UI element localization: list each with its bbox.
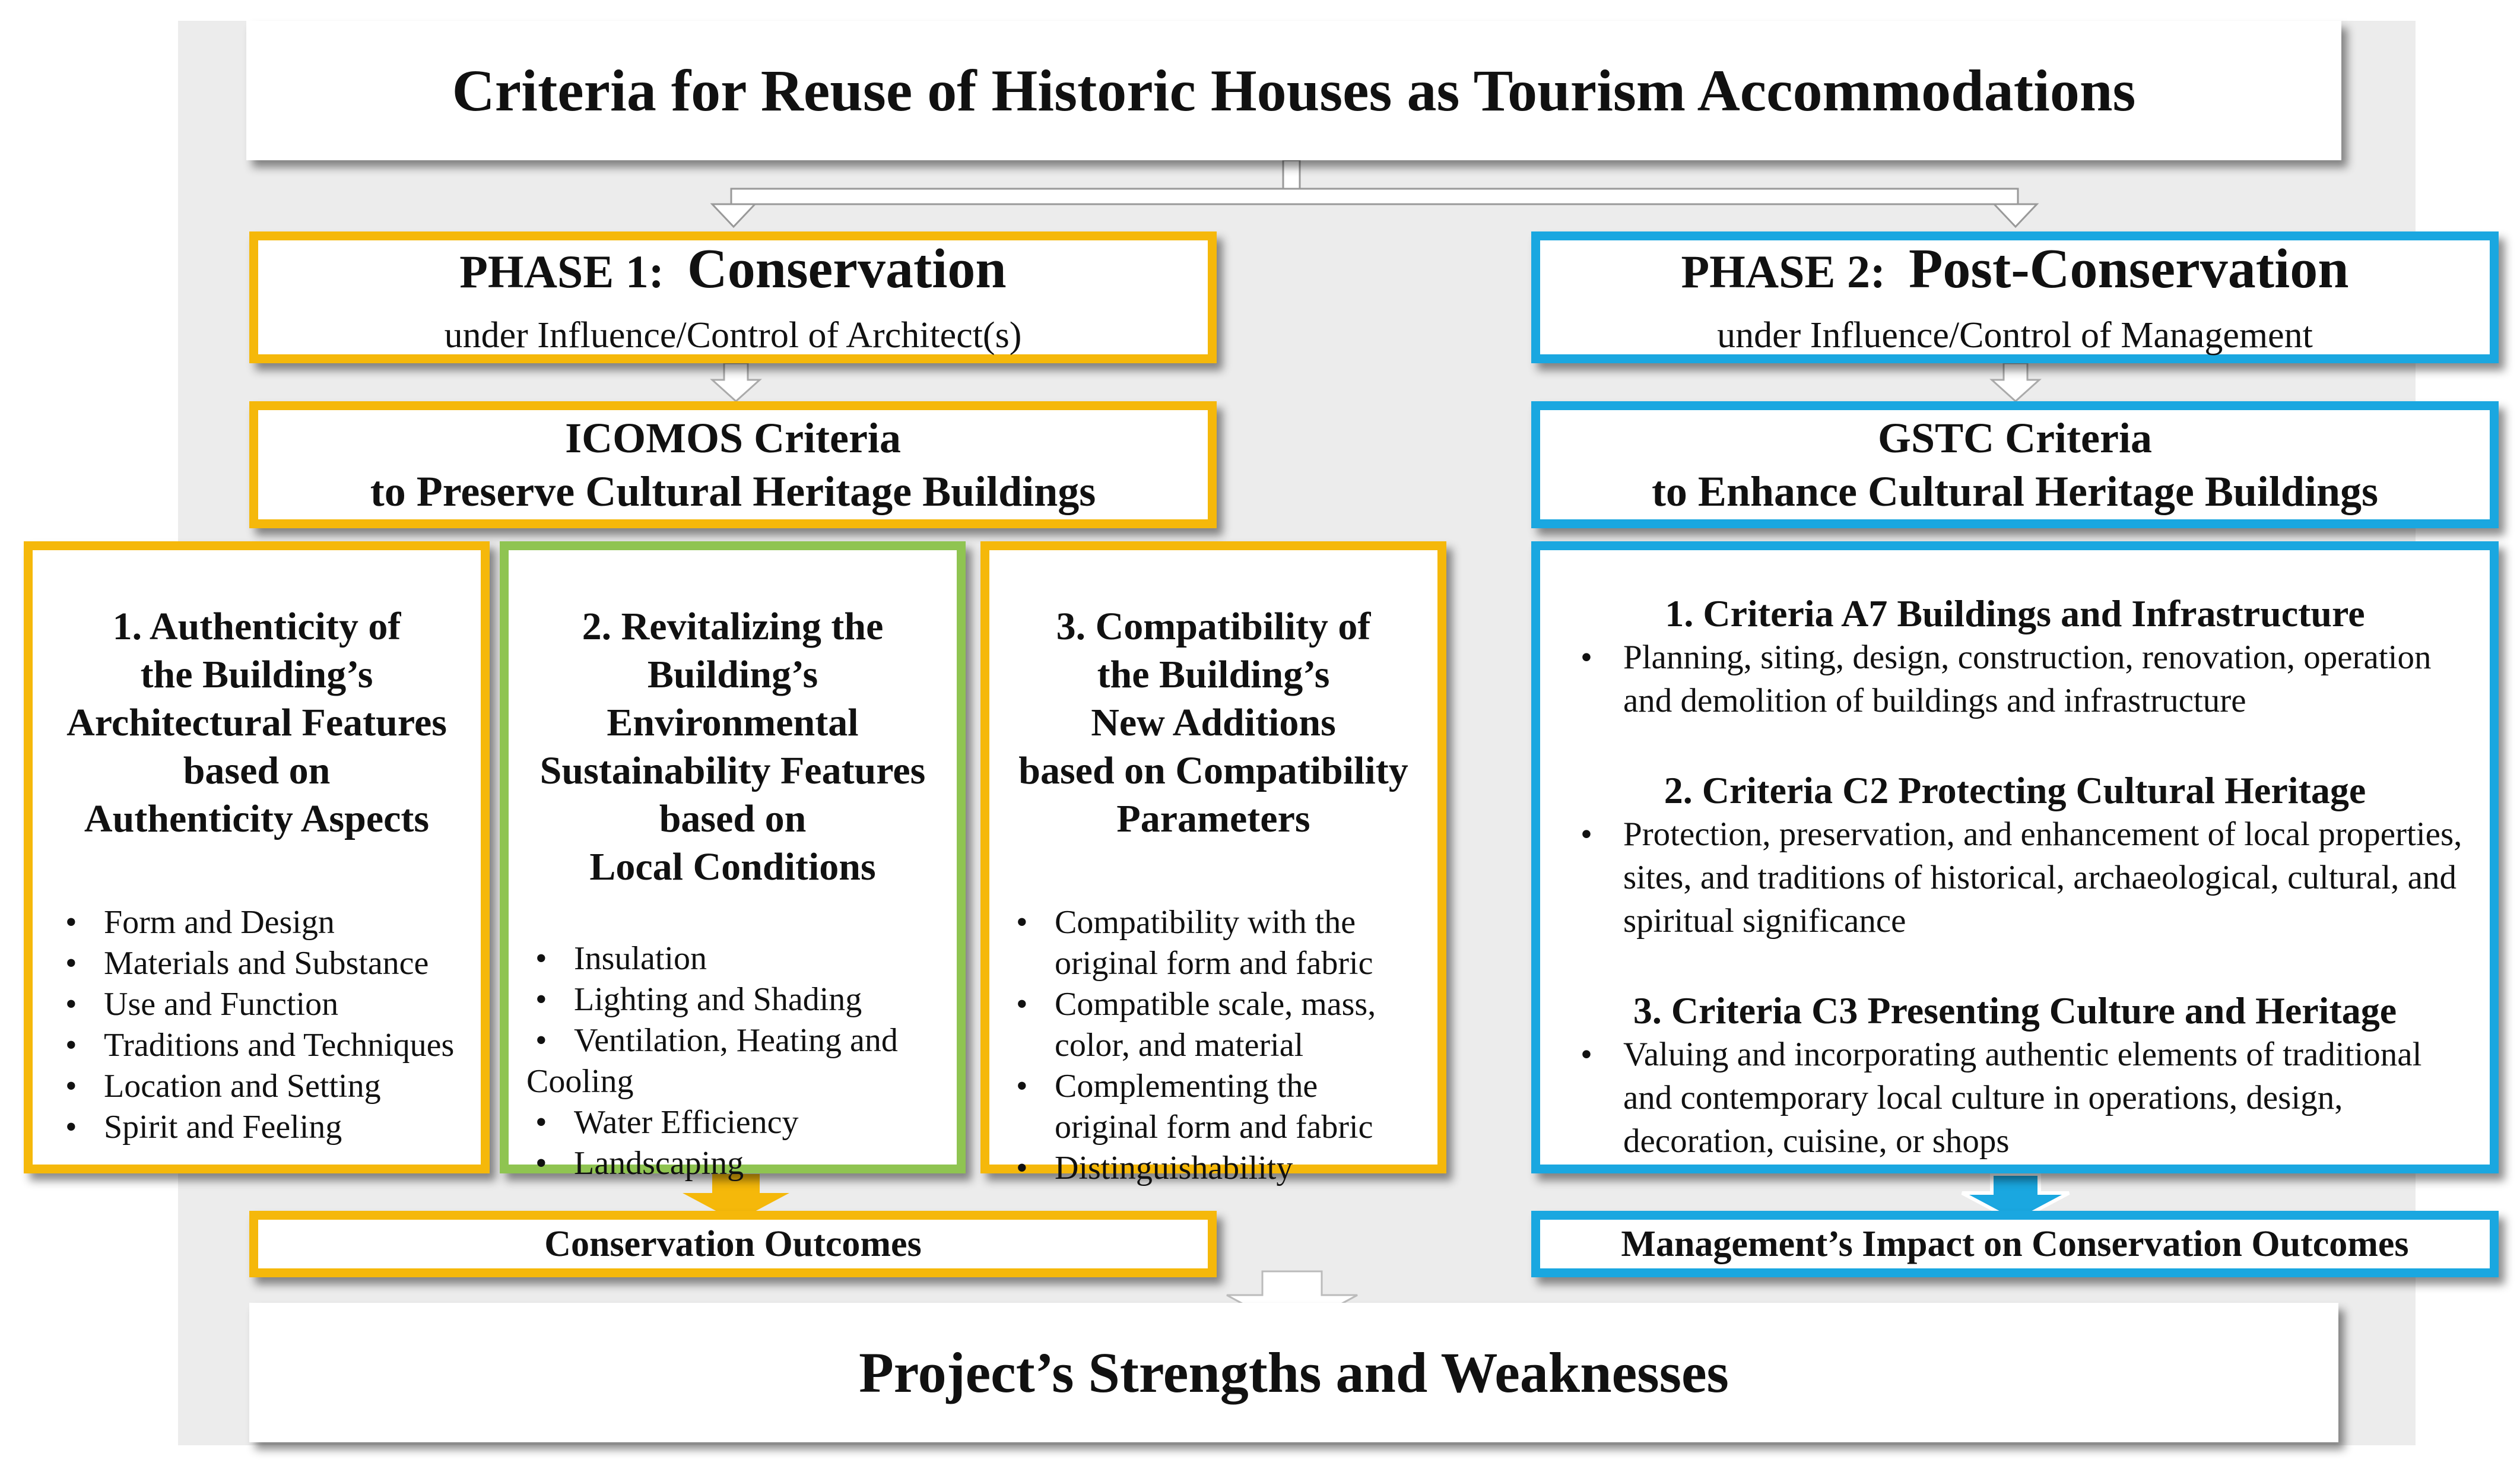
sustainability-features-list [526,938,939,1184]
list-item: • Form and Design [56,902,457,943]
list-item: • Materials and Substance [56,943,457,984]
criteria-a7 [1564,592,2466,722]
conservation-outcomes-box [249,1211,1217,1277]
management-impact-label: Management’s Impact on Conservation Outcomes [1621,1223,2409,1264]
phase2-name: Post-Conservation [1909,237,2349,300]
list-item: • Spirit and Feeling [56,1107,457,1148]
revitalizing-title: 2. Revitalizing the Building’s Environmental Sustainability Features based on Local Conditions [539,605,926,889]
phase2-header [1531,231,2499,363]
gstc-criteria-box [1531,401,2499,528]
phase1-label: PHASE 1: [459,245,664,297]
list-item: • Ventilation, Heating and Cooling [526,1020,939,1102]
gstc-title-line2: to Enhance Cultural Heritage Buildings [1651,468,2379,515]
management-impact-box [1531,1211,2499,1277]
criteria-a7-title: 1. Criteria A7 Buildings and Infrastructure [1665,592,2365,634]
icomos-title-line1: ICOMOS Criteria [565,414,901,462]
compatibility-column [980,541,1446,1186]
criteria-c2-title: 2. Criteria C2 Protecting Cultural Heritage [1664,769,2366,811]
diagram-title-box [246,21,2341,160]
revitalizing-column [500,541,966,1182]
compatibility-title: 3. Compatibility of the Building’s New Additions based on Compatibility Parameters [1018,605,1408,840]
phase1-subtitle: under Influence/Control of Architect(s) [444,315,1022,356]
criteria-c2-text: • Protection, preservation, and enhancement of local properties, sites, and traditions of historical, archaeological, cultural, and spiritual significance [1564,813,2466,943]
criteria-c3 [1564,989,2466,1163]
strengths-weaknesses-box [249,1303,2338,1442]
list-item: • Lighting and Shading [526,979,939,1020]
authenticity-column [24,541,490,1173]
list-item: • Insulation [526,938,939,979]
phase2-subtitle: under Influence/Control of Management [1717,315,2313,356]
authenticity-aspects-list [56,902,457,1148]
conservation-outcomes-label: Conservation Outcomes [544,1223,922,1264]
phase1-name: Conservation [687,237,1007,300]
phase2-label: PHASE 2: [1681,245,1886,297]
authenticity-title: 1. Authenticity of the Building’s Architectural Features based on Authenticity Aspects [66,605,447,840]
list-item: • Traditions and Techniques [56,1025,457,1066]
phase1-heading [459,239,1006,315]
phase2-heading [1681,239,2348,315]
list-item: • Distinguishability [1007,1148,1420,1189]
title-split-connector [712,160,2037,227]
list-item: • Use and Function [56,984,457,1025]
phase1-down-arrow [712,363,760,401]
criteria-c3-text: • Valuing and incorporating authentic elements of traditional and contemporary local culture in operations, design, decoration, cuisine, or shops [1564,1033,2466,1163]
gstc-title-line1: GSTC Criteria [1878,414,2152,462]
list-item: • Complementing the original form and fabric [1007,1066,1420,1148]
strengths-weaknesses-label: Project’s Strengths and Weaknesses [859,1341,1729,1404]
criteria-c3-title: 3. Criteria C3 Presenting Culture and Heritage [1633,989,2397,1032]
list-item: • Water Efficiency [526,1102,939,1143]
gstc-criteria-list-box [1531,541,2499,1173]
criteria-a7-text: • Planning, siting, design, construction, renovation, operation and demolition of buildings and infrastructure [1564,636,2466,722]
diagram-title: Criteria for Reuse of Historic Houses as Tourism Accommodations [452,58,2136,123]
phase1-header [249,231,1217,363]
icomos-criteria-box [249,401,1217,528]
compatibility-parameters-list [1007,902,1420,1189]
list-item: • Compatible scale, mass, color, and material [1007,984,1420,1066]
list-item: • Compatibility with the original form and fabric [1007,902,1420,984]
icomos-title-line2: to Preserve Cultural Heritage Buildings [370,468,1096,515]
phase2-down-arrow [1992,363,2039,401]
list-item: • Location and Setting [56,1066,457,1107]
list-item: • Landscaping [526,1143,939,1184]
criteria-c2 [1564,769,2466,943]
